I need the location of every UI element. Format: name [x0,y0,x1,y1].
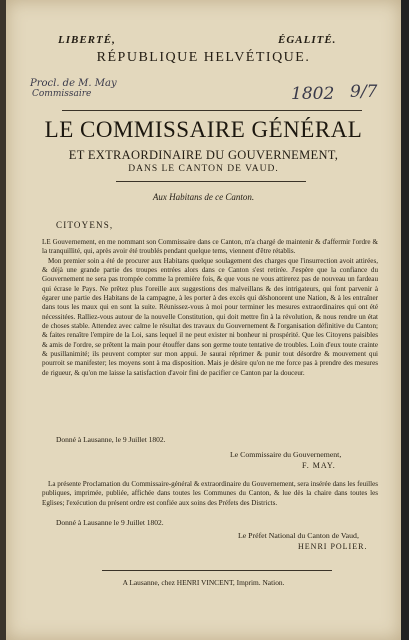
extraordinaire-subtitle: ET EXTRAORDINAIRE DU GOUVERNEMENT, [68,148,339,162]
handwritten-note: Procl. de M. May [30,78,117,89]
prefet-name: HENRI POLIER. [298,542,368,551]
motto-egalite: ÉGALITÉ. [278,34,337,46]
prefet-role: Le Préfet National du Canton de Vaud, [238,531,359,540]
handwritten-year: 1802 [291,84,335,104]
handwritten-mark: 9/7 [350,82,378,102]
header-divider [62,110,362,111]
canton-subtitle: DANS LE CANTON DE VAUD. [128,164,279,174]
proclamation-sheet [6,0,401,640]
title-divider [116,181,306,182]
imprint-divider [102,570,332,571]
republic-heading: RÉPUBLIQUE HELVÉTIQUE. [96,50,311,65]
publication-date: Donné à Lausanne le 9 Juillet 1802. [56,518,164,527]
publication-paragraph: La présente Proclamation du Commissaire-général & extraordinaire du Gouvernement, sera insérée dans les feuilles publiques, imprimée, publiée, affichée dans toutes les Communes du Canton, & lue dès la chaire dans toutes les Eglises; l'exécution du présent ordre est confiée aux soins des Préfets des Districts. [42,480,378,507]
right-edge-strip [401,0,409,640]
paragraph-1: LE Gouvernement, en me nommant son Commissaire dans ce Canton, m'a chargé de maintenir & d'affermir l'ordre & la tranquillité, qui, après avoir été troublés pendant quelque tems, viennent d'être rétablis. [42,238,378,256]
printer-imprint: A Lausanne, chez HENRI VINCENT, Imprim. Nation. [122,578,285,587]
proclamation-body [42,238,378,378]
dedication-line: Aux Habitans de ce Canton. [152,192,255,202]
signer-name: F. MAY. [302,461,336,470]
salutation: CITOYENS, [56,220,114,230]
proclamation-date: Donné à Lausanne, le 9 Juillet 1802. [56,435,166,444]
motto-liberte: LIBERTÉ, [58,34,116,46]
paragraph-2: Mon premier soin a été de procurer aux Habitans quelque soulagement des charges que l'insurrection avoit attirées, & déjà une grande partie des troupes entrées alors dans ce Canton s'est retirée. J'espère que la confiance du Gouvernement ne sera pas trompée comme la première fois, & que vous ne vous attirerez pas de nouveau un fardeau qui écrase le Pays. Ne prêtez plus l'oreille aux suggestions des malveillans & des intrigateurs, qui font parvenir à égarer une partie des Habitans de la campagne, à les porter à des excès qui déshonorent une Nation, & à les entraîner dans tous les maux qui en sont la suite. Réunissez-vous à moi pour terminer les mesures extraordinaires qui ont été nécessitées. Ralliez-vous autour de la nouvelle Constitution, qui doit mettre fin à la révolution, & nous rendre un état de choses stable. Attendez avec calme le résultat des travaux du Gouvernement & l'organisation définitive du Canton; & faites renaître l'empire de la Loi, sans lequel il ne peut exister ni bonheur ni prospérité. Que les Citoyens paisibles & amis de l'ordre, se prêtent la main pour étouffer dans son germe toute tentative de troubles. Loin d'eux toute crainte & pusillanimité; ils peuvent compter sur mon appui. Je saurai réprimer & punir tout désordre & mouvement qui pourroit se manifester; les moyens sont à ma disposition. Mais je désire qu'on ne me force pas à prendre des mesures de rigueur, & qu'on me laisse la satisfaction d'avoir fini de pacifier ce Canton par la douceur. [42,256,378,377]
commissaire-title: LE COMMISSAIRE GÉNÉRAL [44,117,363,142]
publication-order [42,480,378,508]
signer-role: Le Commissaire du Gouvernement, [230,450,342,459]
handwritten-note-2: Commissaire [32,89,92,99]
